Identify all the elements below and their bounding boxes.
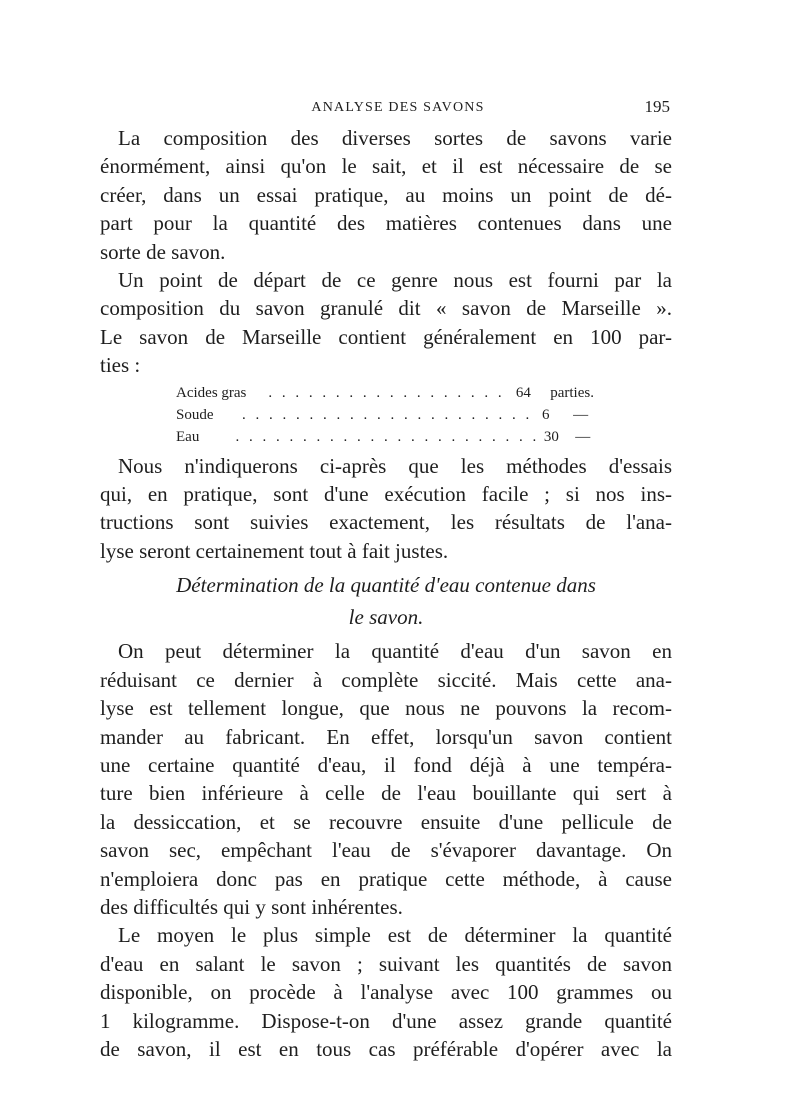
text-line: part pour la quantité des matières contenues dans une [100,211,672,236]
text-line: Un point de départ de ce genre nous est fourni par la [118,268,672,293]
text-line: La composition des diverses sortes de savons varie [118,126,672,150]
heading-line: Détermination de la quantité d'eau contenue dans [176,573,596,598]
text-line: tructions sont suivies exactement, les résultats de l'ana- [100,510,672,535]
component-unit: — [575,428,591,445]
leader-dots: . . . . . . . . . . . . . . . . . . . . . . . [235,428,540,445]
component-name: Soude [176,406,214,423]
component-value: 64 [515,384,531,401]
paragraph-marseille [100,266,672,380]
text-line: savon sec, empêchant l'eau de s'évaporer davantage. On [100,838,672,863]
text-line: mander au fabricant. En effet, lorsqu'un savon contient [100,724,672,749]
text-line: Le moyen le plus simple est de déterminer la quantité [118,923,672,948]
text-line: Le savon de Marseille contient généralement en 100 par- [100,324,672,349]
text-line: disponible, on procède à l'analyse avec 100 grammes ou [100,980,672,1005]
heading-line: le savon. [348,605,424,630]
paragraph-methods [100,452,672,566]
section-heading [100,571,672,631]
page-number: 195 [644,97,670,116]
paragraph-siccity [100,637,672,921]
text-line: des difficultés qui y sont inhérentes. [100,894,403,919]
text-line: 1 kilogramme. Dispose-t-on d'une assez grande quantité [100,1008,672,1033]
text-line: ture bien inférieure à celle de l'eau bouillante qui sert à [100,781,672,806]
text-line: ties : [100,353,141,378]
table-row [176,426,602,448]
text-line: d'eau en salant le savon ; suivant les quantités de savon [100,951,672,976]
text-line: de savon, il est en tous cas préférable d'opérer avec la [100,1036,672,1061]
text-line: Nous n'indiquerons ci-après que les méthodes d'essais [118,453,672,478]
component-value: 6 [542,406,550,423]
text-line: lyse seront certainement tout à fait justes. [100,538,449,563]
component-unit: parties. [550,384,594,401]
paragraph-composition [100,124,672,266]
running-title: ANALYSE DES SAVONS [311,100,485,115]
page-header [100,96,672,124]
paragraph-salting [100,921,672,1063]
table-row [176,382,602,404]
text-line: On peut déterminer la quantité d'eau d'un savon en [118,639,672,664]
text-line: lyse est tellement longue, que nous ne pouvons la recom- [100,696,672,721]
text-line: n'emploiera donc pas en pratique cette méthode, à cause [100,866,672,891]
text-line: créer, dans un essai pratique, au moins un point de dé- [100,182,672,207]
book-page [100,96,672,1063]
text-line: réduisant ce dernier à complète siccité. Mais cette ana- [100,667,672,692]
text-line: la dessiccation, et se recouvre ensuite d'une pellicule de [100,809,672,834]
component-name: Eau [176,428,200,445]
leader-dots: . . . . . . . . . . . . . . . . . . . . . . [242,406,533,423]
component-name: Acides gras [176,384,247,401]
component-unit: — [573,406,589,423]
component-value: 30 [543,428,559,445]
text-line: une certaine quantité d'eau, il fond déjà à une tempéra- [100,752,672,777]
text-line: sorte de savon. [100,239,226,264]
leader-dots: . . . . . . . . . . . . . . . . . . [268,384,505,401]
table-row [176,404,602,426]
text-line: qui, en pratique, sont d'une exécution facile ; si nos ins- [100,482,672,507]
text-line: composition du savon granulé dit « savon de Marseille ». [100,296,672,321]
composition-table [176,382,602,448]
text-line: énormément, ainsi qu'on le sait, et il est nécessaire de se [100,154,672,179]
